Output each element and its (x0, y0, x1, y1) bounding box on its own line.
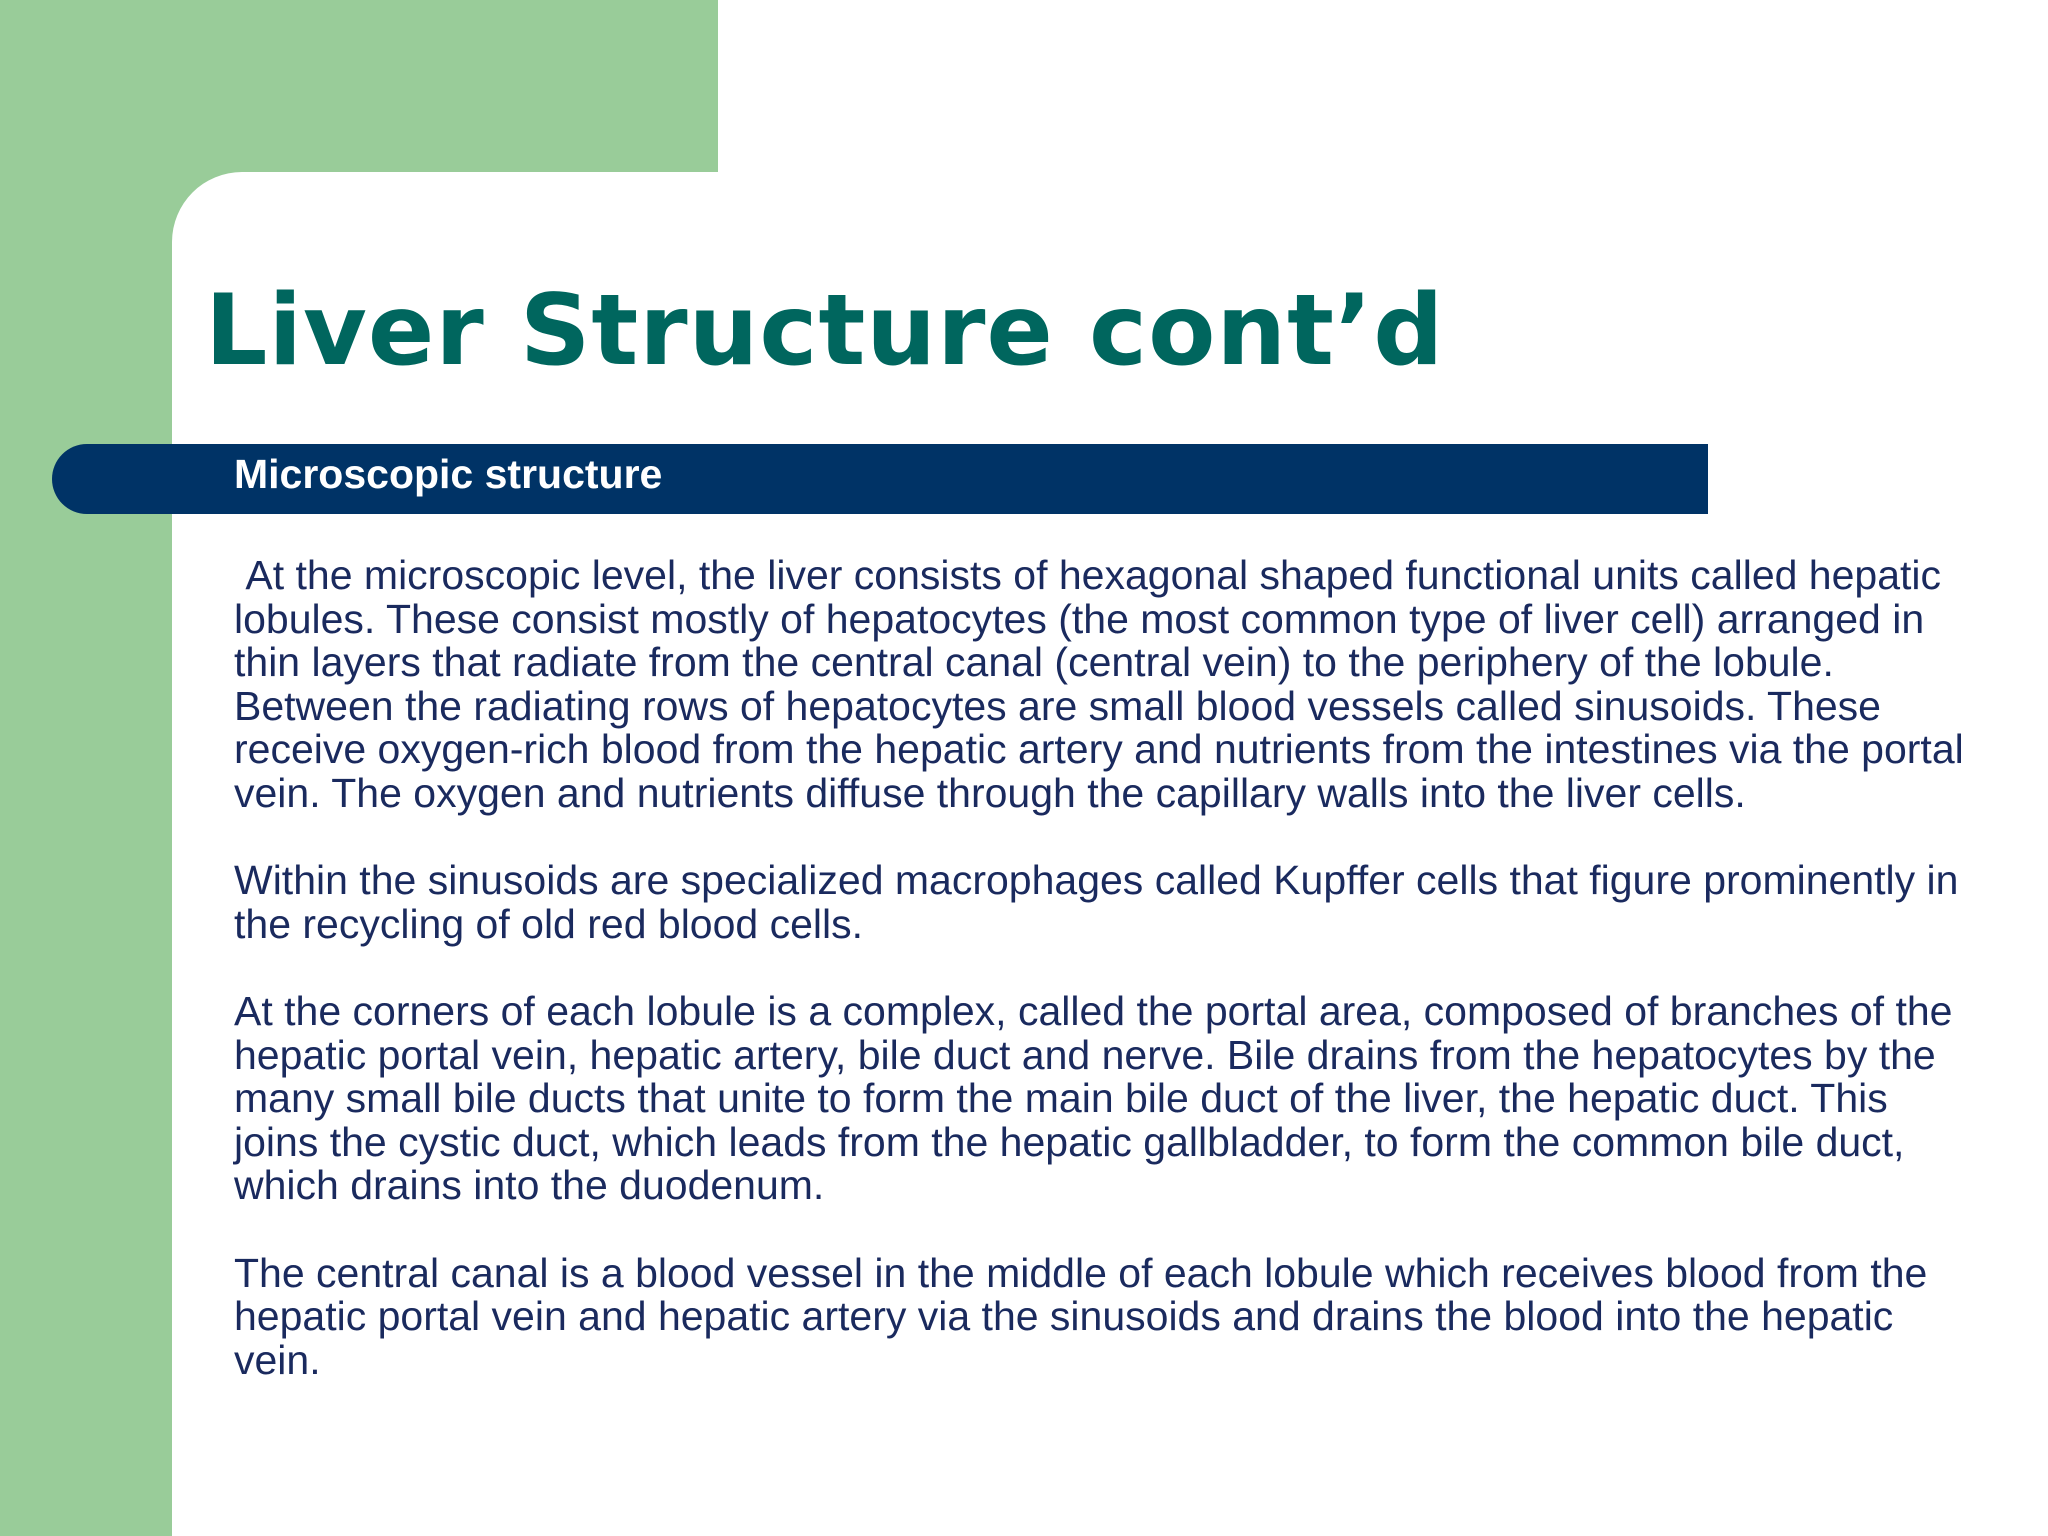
paragraph: At the corners of each lobule is a complex, called the portal area, composed of branches of the hepatic portal vein, hepatic artery, bile duct and nerve. Bile drains from the hepatocytes by the many small bile ducts that unite to form the main bile duct of the liver, the hepatic duct. This joins the cystic duct, which leads from the hepatic gallbladder, to form the common bile duct, which drains into the duodenum. (234, 987, 1964, 1209)
paragraph: The central canal is a blood vessel in the middle of each lobule which receives blood from the hepatic portal vein and hepatic artery via the sinusoids and drains the blood into the hepatic vein. (234, 1249, 1939, 1383)
slide-title: Liver Structure cont’d (205, 274, 1445, 388)
subheading-text: Microscopic structure (234, 451, 663, 497)
body-text (234, 554, 1974, 1382)
paragraph: Within the sinusoids are specialized macrophages called Kupffer cells that figure prominently in the recycling of old red blood cells. (234, 857, 1970, 947)
paragraph: At the microscopic level, the liver consists of hexagonal shaped functional units called hepatic lobules. These consist mostly of hepatocytes (the most common type of liver cell) arranged in thin layers that radiate from the central canal (central vein) to the periphery of the lobule. Between the radiating rows of hepatocytes are small blood vessels called sinusoids. These receive oxygen-rich blood from the hepatic artery and nutrients from the intestines via the portal vein. The oxygen and nutrients diffuse through the capillary walls into the liver cells. (234, 552, 1976, 816)
background-green-strip (0, 0, 172, 1536)
